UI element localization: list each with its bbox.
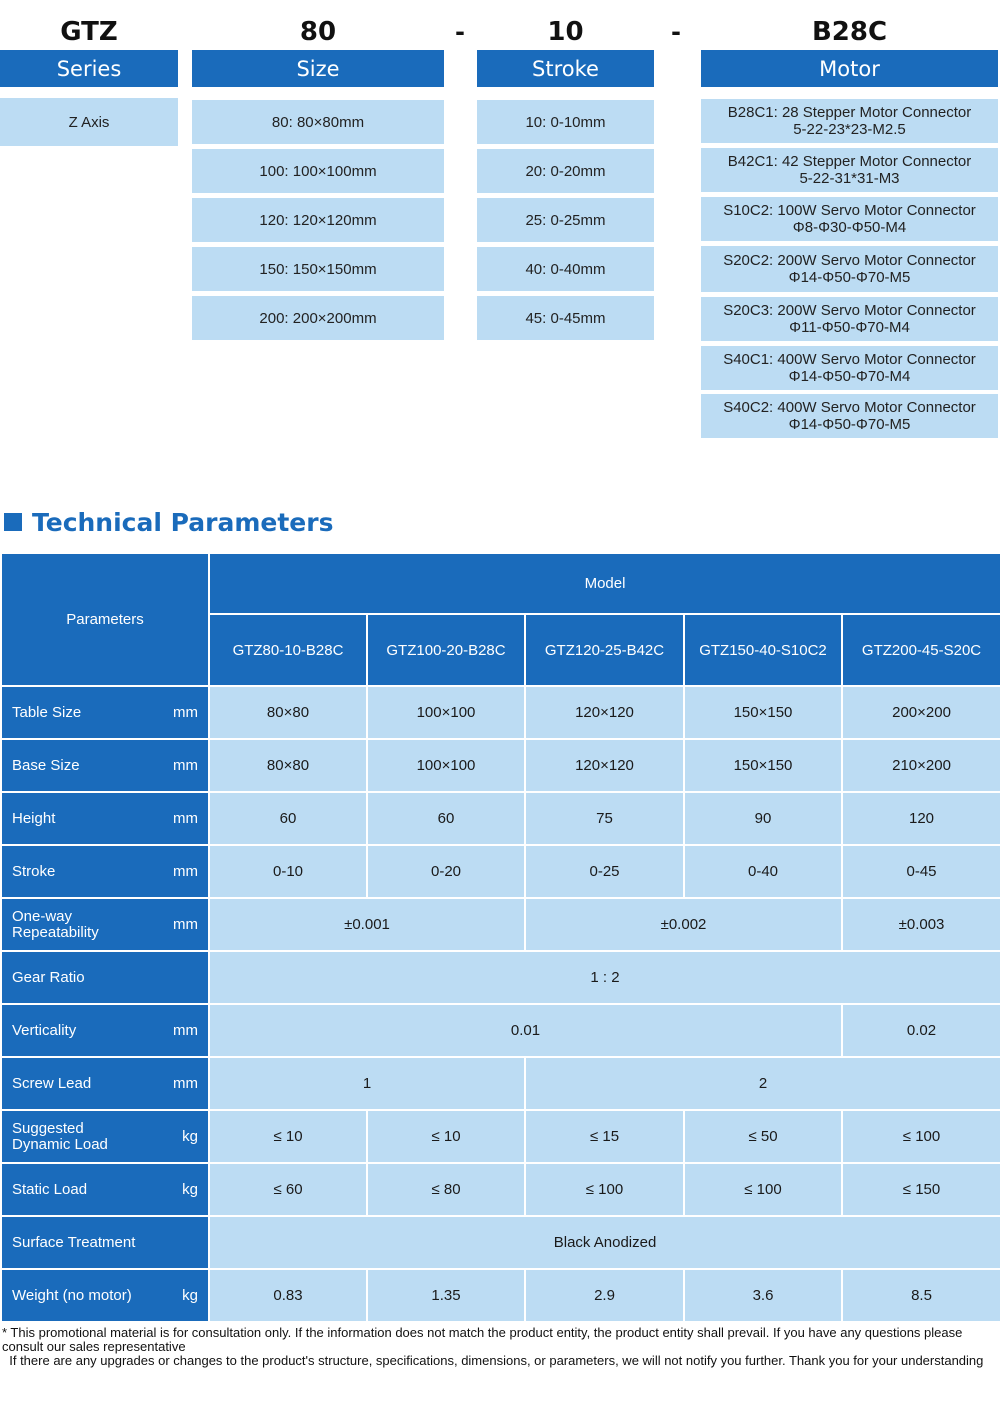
motor-option [701, 148, 998, 192]
code-series: GTZ [60, 17, 118, 47]
motor-option-name: S20C3: 200W Servo Motor Connector [723, 302, 976, 319]
parameters-table [0, 552, 1000, 1323]
series-header: Series [0, 50, 178, 87]
row-label: Verticality [12, 1021, 77, 1039]
model-name-cell: GTZ80-10-B28C [209, 614, 367, 686]
row-unit: mm [173, 704, 198, 721]
value-cell: 2 [525, 1057, 1000, 1110]
value-cell: 100×100 [367, 739, 525, 792]
table-row [1, 1163, 1000, 1216]
table-row [1, 845, 1000, 898]
footnotes [2, 1326, 992, 1368]
section-title [4, 504, 333, 540]
value-cell: 75 [525, 792, 684, 845]
motor-option-name: S20C2: 200W Servo Motor Connector [723, 252, 976, 269]
table-row [1, 686, 1000, 739]
value-cell: 60 [367, 792, 525, 845]
row-label: One-way Repeatability [12, 907, 99, 941]
row-label: Height [12, 809, 56, 827]
stroke-option: 25: 0-25mm [477, 198, 654, 242]
value-cell: 120×120 [525, 739, 684, 792]
motor-option [701, 346, 998, 390]
motor-option [701, 197, 998, 241]
code-separator: - [455, 18, 465, 46]
row-unit: mm [173, 1075, 198, 1092]
model-name-cell: GTZ100-20-B28C [367, 614, 525, 686]
size-option: 100: 100×100mm [192, 149, 444, 193]
row-label: Static Load [12, 1180, 88, 1198]
value-cell: 0.83 [209, 1269, 367, 1322]
motor-option-name: S40C2: 400W Servo Motor Connector [723, 399, 976, 416]
value-cell: 1 [209, 1057, 525, 1110]
section-title-text: Technical Parameters [32, 507, 334, 537]
row-header [1, 1057, 209, 1110]
square-bullet-icon [4, 513, 22, 531]
row-header [1, 1004, 209, 1057]
value-cell: ≤ 80 [367, 1163, 525, 1216]
motor-option-spec: Φ8-Φ30-Φ50-M4 [792, 219, 907, 236]
value-cell: ≤ 100 [525, 1163, 684, 1216]
stroke-option: 10: 0-10mm [477, 100, 654, 144]
value-cell: 210×200 [842, 739, 1000, 792]
table-row [1, 1057, 1000, 1110]
stroke-header: Stroke [477, 50, 654, 87]
row-header [1, 1269, 209, 1322]
motor-header: Motor [701, 50, 998, 87]
motor-option-name: B42C1: 42 Stepper Motor Connector [727, 153, 972, 170]
stroke-option: 20: 0-20mm [477, 149, 654, 193]
value-cell: ±0.002 [525, 898, 842, 951]
row-label: Gear Ratio [12, 968, 85, 986]
value-cell: 0-45 [842, 845, 1000, 898]
code-size: 80 [299, 17, 337, 47]
row-unit: mm [173, 863, 198, 880]
motor-option [701, 297, 998, 341]
value-cell: 1 : 2 [209, 951, 1000, 1004]
value-cell: ≤ 10 [209, 1110, 367, 1163]
value-cell: 150×150 [684, 739, 842, 792]
value-cell: 80×80 [209, 686, 367, 739]
value-cell: ≤ 60 [209, 1163, 367, 1216]
row-unit: kg [182, 1128, 198, 1145]
motor-option [701, 394, 998, 438]
value-cell: Black Anodized [209, 1216, 1000, 1269]
motor-option-spec: 5-22-23*23-M2.5 [793, 121, 906, 138]
row-header [1, 792, 209, 845]
footnote: * This promotional material is for consultation only. If the information does not match the product entity, the product entity shall prevail. If you have any questions please consult our sales representative [2, 1325, 963, 1354]
value-cell: 0.01 [209, 1004, 842, 1057]
row-unit: kg [182, 1181, 198, 1198]
motor-option [701, 246, 998, 292]
value-cell: 2.9 [525, 1269, 684, 1322]
row-unit: mm [173, 757, 198, 774]
value-cell: ≤ 15 [525, 1110, 684, 1163]
footnote: If there are any upgrades or changes to the product's structure, specifications, dimensions, or parameters, we will not notify you further. Thank you for your understanding [2, 1353, 984, 1368]
table-row [1, 1216, 1000, 1269]
value-cell: ≤ 50 [684, 1110, 842, 1163]
value-cell: ≤ 10 [367, 1110, 525, 1163]
table-row [1, 951, 1000, 1004]
model-name-cell: GTZ200-45-S20C [842, 614, 1000, 686]
value-cell: 100×100 [367, 686, 525, 739]
value-cell: 80×80 [209, 739, 367, 792]
value-cell: ≤ 100 [684, 1163, 842, 1216]
table-row [1, 1004, 1000, 1057]
row-header [1, 739, 209, 792]
value-cell: 0-10 [209, 845, 367, 898]
row-label: Surface Treatment [12, 1233, 136, 1251]
table-row [1, 792, 1000, 845]
row-header [1, 1216, 209, 1269]
size-option: 80: 80×80mm [192, 100, 444, 144]
value-cell: 0-40 [684, 845, 842, 898]
motor-option-spec: Φ14-Φ50-Φ70-M5 [788, 416, 911, 433]
row-label: Screw Lead [12, 1074, 92, 1092]
row-unit: mm [173, 1022, 198, 1039]
model-name-cell: GTZ150-40-S10C2 [684, 614, 842, 686]
series-option: Z Axis [0, 98, 178, 146]
value-cell: ±0.001 [209, 898, 525, 951]
row-label: Stroke [12, 862, 56, 880]
row-header [1, 951, 209, 1004]
motor-option-name: S10C2: 100W Servo Motor Connector [723, 202, 976, 219]
value-cell: 0-20 [367, 845, 525, 898]
row-label: Table Size [12, 703, 82, 721]
value-cell: 90 [684, 792, 842, 845]
model-header: Model [209, 553, 1000, 614]
row-unit: mm [173, 916, 198, 933]
value-cell: 0-25 [525, 845, 684, 898]
row-unit: mm [173, 810, 198, 827]
motor-option-spec: Φ14-Φ50-Φ70-M4 [788, 368, 911, 385]
table-row [1, 1269, 1000, 1322]
row-header [1, 898, 209, 951]
motor-option-name: B28C1: 28 Stepper Motor Connector [727, 104, 972, 121]
code-stroke: 10 [547, 17, 584, 47]
value-cell: 0.02 [842, 1004, 1000, 1057]
size-option: 150: 150×150mm [192, 247, 444, 291]
row-header [1, 1163, 209, 1216]
table-row [1, 898, 1000, 951]
value-cell: 60 [209, 792, 367, 845]
row-label: Suggested Dynamic Load [12, 1119, 108, 1153]
value-cell: ≤ 150 [842, 1163, 1000, 1216]
row-label: Base Size [12, 756, 80, 774]
motor-option-name: S40C1: 400W Servo Motor Connector [723, 351, 976, 368]
stroke-option: 45: 0-45mm [477, 296, 654, 340]
row-header [1, 1110, 209, 1163]
motor-option-spec: Φ14-Φ50-Φ70-M5 [788, 269, 911, 286]
row-unit: kg [182, 1287, 198, 1304]
value-cell: ≤ 100 [842, 1110, 1000, 1163]
size-option: 120: 120×120mm [192, 198, 444, 242]
table-row [1, 739, 1000, 792]
value-cell: 200×200 [842, 686, 1000, 739]
motor-option-spec: Φ11-Φ50-Φ70-M4 [789, 319, 910, 336]
value-cell: 120 [842, 792, 1000, 845]
row-header [1, 845, 209, 898]
row-header [1, 686, 209, 739]
model-name-cell: GTZ120-25-B42C [525, 614, 684, 686]
motor-option [701, 99, 998, 143]
size-header: Size [192, 50, 444, 87]
value-cell: 150×150 [684, 686, 842, 739]
row-label: Weight (no motor) [12, 1286, 132, 1304]
value-cell: 8.5 [842, 1269, 1000, 1322]
value-cell: 3.6 [684, 1269, 842, 1322]
value-cell: 1.35 [367, 1269, 525, 1322]
motor-option-spec: 5-22-31*31-M3 [799, 170, 900, 187]
code-motor: B28C [811, 17, 888, 47]
size-option: 200: 200×200mm [192, 296, 444, 340]
table-row [1, 1110, 1000, 1163]
parameters-header: Parameters [1, 553, 209, 686]
value-cell: 120×120 [525, 686, 684, 739]
stroke-option: 40: 0-40mm [477, 247, 654, 291]
value-cell: ±0.003 [842, 898, 1000, 951]
code-separator: - [671, 18, 681, 46]
